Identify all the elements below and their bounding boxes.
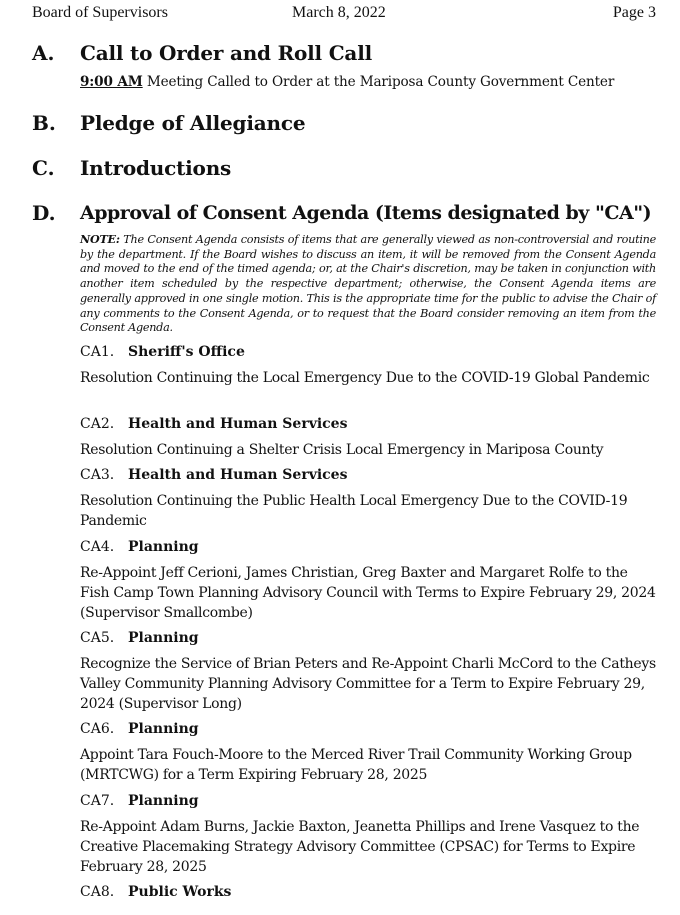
- consent-item-description: Appoint Tara Fouch-Moore to the Merced River Trail Community Working Group (MRTCWG) for a Term Expiring February 28, 2025: [80, 747, 632, 783]
- consent-item-description: Resolution Continuing the Public Health Local Emergency Due to the COVID-19 Pandemic: [80, 493, 628, 529]
- consent-item: [80, 342, 656, 388]
- consent-item-department: Planning: [128, 539, 199, 555]
- section-d-letter: D.: [32, 201, 56, 225]
- consent-item-number: CA2.: [80, 416, 115, 432]
- header-board-name: Board of Supervisors: [32, 4, 168, 21]
- consent-item-number: CA1.: [80, 344, 115, 360]
- consent-item-department: Sheriff's Office: [128, 344, 245, 360]
- consent-item-number: CA4.: [80, 539, 115, 555]
- consent-item-number: CA3.: [80, 467, 115, 483]
- call-to-order-time: 9:00 AM: [80, 74, 143, 90]
- consent-item: [80, 791, 656, 877]
- consent-item-description: Resolution Continuing the Local Emergency Due to the COVID-19 Global Pandemic: [80, 370, 650, 386]
- consent-item-description: Re-Appoint Adam Burns, Jackie Baxton, Jeanetta Phillips and Irene Vasquez to the Creative Placemaking Strategy Advisory Committee (CPSAC) for Terms to Expire February 28, 2025: [80, 819, 640, 875]
- header-page-number: Page 3: [612, 4, 656, 21]
- consent-item: [80, 414, 656, 460]
- consent-item: [80, 537, 656, 623]
- header-date: March 8, 2022: [292, 4, 386, 21]
- consent-item-department: Health and Human Services: [128, 467, 348, 483]
- consent-item-number: CA5.: [80, 630, 115, 646]
- call-to-order-line: [80, 72, 656, 92]
- consent-item-description: Recognize the Service of Brian Peters and Re-Appoint Charli McCord to the Catheys Valley Community Planning Advisory Committee for a Term to Expire February 29, 2024 (Supervisor Long): [80, 656, 656, 712]
- consent-item: [80, 465, 656, 531]
- consent-agenda-note: [80, 232, 656, 336]
- section-b-letter: B.: [32, 111, 56, 135]
- section-c-title: Introductions: [80, 156, 232, 180]
- consent-item-department: Planning: [128, 721, 199, 737]
- consent-item-number: CA6.: [80, 721, 115, 737]
- consent-item-description: Resolution Continuing a Shelter Crisis Local Emergency in Mariposa County: [80, 442, 604, 458]
- section-b-title: Pledge of Allegiance: [80, 111, 306, 135]
- note-text: The Consent Agenda consists of items that are generally viewed as non-controversial and routine by the department. If the Board wishes to discuss an item, it will be removed from the Consent Agenda and moved to the end of the timed agenda; or, at the Chair's discretion, may be taken in conjunction with another item scheduled by the respective department; otherwise, the Consent Agenda items are generally approved in one single motion. This is the appropriate time for the public to advise the Chair of any comments to the Consent Agenda, or to request that the Board consider removing an item from the Consent Agenda.: [80, 233, 656, 335]
- consent-item-department: Public Works: [128, 884, 232, 900]
- running-header: [32, 4, 656, 24]
- consent-item-number: CA8.: [80, 884, 115, 900]
- section-c-letter: C.: [32, 156, 55, 180]
- section-d-title: Approval of Consent Agenda (Items designated by "CA"): [80, 202, 652, 224]
- consent-item-department: Health and Human Services: [128, 416, 348, 432]
- consent-item: [80, 628, 656, 714]
- section-a-title: Call to Order and Roll Call: [80, 41, 372, 65]
- consent-item: [80, 882, 656, 902]
- note-label: NOTE:: [80, 232, 120, 246]
- consent-item-description: Re-Appoint Jeff Cerioni, James Christian, Greg Baxter and Margaret Rolfe to the Fish Camp Town Planning Advisory Council with Terms to Expire February 29, 2024 (Supervisor Smallcombe): [80, 565, 656, 621]
- consent-item-department: Planning: [128, 793, 199, 809]
- consent-item-number: CA7.: [80, 793, 115, 809]
- section-a-letter: A.: [32, 41, 55, 65]
- consent-item-department: Planning: [128, 630, 199, 646]
- consent-item: [80, 719, 656, 785]
- call-to-order-text: Meeting Called to Order at the Mariposa County Government Center: [142, 74, 615, 90]
